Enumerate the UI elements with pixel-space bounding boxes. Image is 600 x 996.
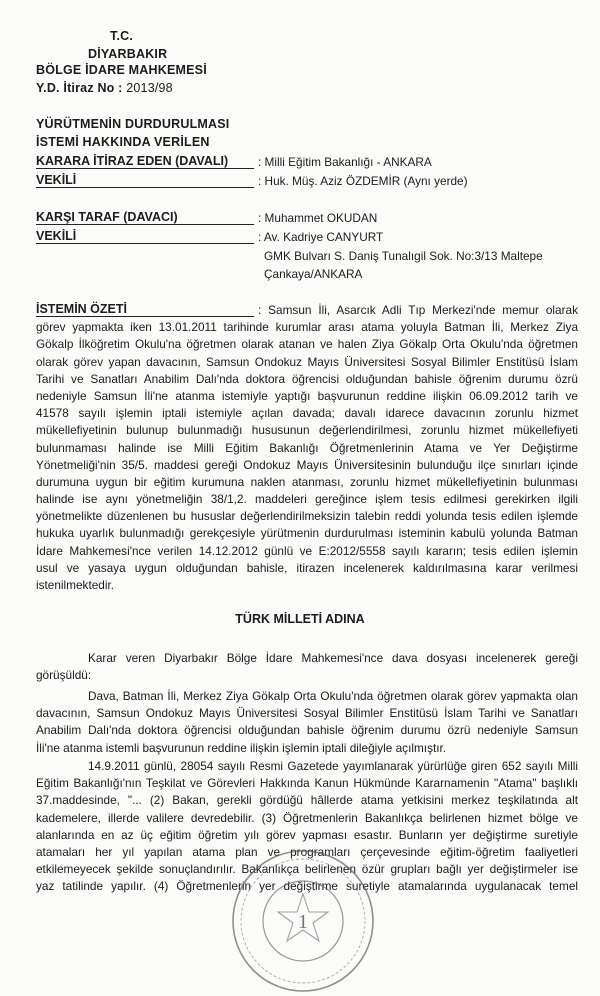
opposing-party-label: KARŞI TARAF (DAVACI): [36, 210, 178, 224]
body-line: İli'ne atanma istemli başvurunun reddine ilişkin işlemin iptali dileğiyle açılmıştır.: [36, 740, 447, 755]
summary-line: 41578 sayılı işlemin iptali istemiyle açılan davada; davalı idarece davacının zorunlu hizmet: [36, 406, 578, 421]
summary-label: İSTEMİN ÖZETİ: [36, 302, 127, 316]
summary-line: hukuka uyarlık bulunmadığı gerekçesiyle yürütmenin durdurulması isteminin kabulü yolunda Batman: [36, 526, 578, 541]
body-line: kademelere, illerde valilere devredebilir. (3) Öğretmenlerin Bakanlıkça belirlenen hizmet bölge ve: [36, 810, 578, 825]
summary-line: olarak görev yapan davacının, Samsun Ondokuz Mayıs Üniversitesi Sosyal Bilimler Enstitüsü İslam: [36, 354, 578, 369]
header-tc: T.C.: [110, 29, 134, 43]
nation-title: TÜRK MİLLETİ ADINA: [235, 612, 365, 626]
body-line: Karar veren Diyarbakır Bölge İdare Mahkemesi'nce dava dosyası incelenerek gereği: [88, 651, 578, 665]
opposing-attorney-value: : Av. Kadriye CANYURT: [258, 230, 384, 244]
attorney-address-line1: GMK Bulvarı S. Daniş Tunalıgil Sok. No:3/13 Maltepe: [264, 249, 543, 263]
case-number-value: 2013/98: [126, 81, 173, 95]
summary-line: Gökalp İlköğretim Okulu'na öğretmen olarak atanan ve halen Ziya Gökalp Orta Okulu'nda öğretmen: [36, 337, 578, 352]
summary-line: bulunmaması halinde ise Milli Eğitim Bakanlığı Öğretmenlerinin Atama ve Yer Değiştirme: [36, 440, 578, 455]
opposing-party-value: : Muhammet OKUDAN: [258, 211, 378, 225]
body-line: Eğitim Bakanlığı'nın Teşkilat ve Görevleri Hakkında Kanun Hükmünde Kararnamenin "Atama" başlıklı: [36, 776, 578, 791]
summary-line: nedeniyle Samsun İli'ne atanma istemiyle yaptığı başvurunun reddine ilişkin 06.09.2012 tarih ve: [36, 388, 578, 403]
seal-number: 1: [298, 911, 308, 933]
summary-line: yönetmelikte düzenlenen bu hususlar değerlendirilmeksizin talebin reddi yolunda tesis edilen işlemde: [36, 509, 578, 524]
body-line: yaz tatilinde yapılır. (4) Öğretmenlerin yer değiştirme suretiyle atamalarında uygulanacak temel: [36, 879, 578, 894]
summary-line: mükellefiyetinin bulunup bulunmadığı hususunun değerlendirilmesi, zorunlu hizmet mükellefiyeti: [36, 423, 578, 438]
summary-line: istenilmektedir.: [36, 578, 115, 592]
body-line: Anabilim Dalı'nda doktora öğrencisi olduğundan bahisle öğrenim durumu özrü nedeniyle Samsun: [36, 723, 578, 738]
summary-line: usul ve yasaya uygun olduğundan bahisle, itirazen incelenerek kaldırılmasına karar verilmesi: [36, 560, 578, 575]
decision-title-line2: İSTEMİ HAKKINDA VERİLEN: [36, 135, 210, 149]
summary-line: halinde ise aynı yönetmeliğin 38/1,2. maddeleri gereğince işlem tesis edilmesi gerekirken ilgili: [36, 492, 578, 507]
objector-attorney-value: : Huk. Müş. Aziz ÖZDEMİR (Aynı yerde): [258, 174, 468, 188]
objector-value: : Milli Eğitim Bakanlığı - ANKARA: [258, 155, 432, 169]
summary-line: Yönetmeliği'nin 35/5. maddesi gereği Ondokuz Mayıs Üniversitesinin bulunduğu ilçe sınırları içinde: [36, 457, 578, 472]
header-court: BÖLGE İDARE MAHKEMESİ: [36, 63, 207, 77]
summary-line: İdare Mahkemesi'nce verilen 14.12.2012 günlü ve E:2012/5558 sayılı kararın; tesis edilen işlemin: [36, 543, 578, 558]
attorney-address-line2: Çankaya/ANKARA: [264, 267, 363, 281]
objector-label-underline: [36, 168, 254, 169]
objector-attorney-underline: [36, 187, 254, 188]
objector-attorney-label: VEKİLİ: [36, 173, 77, 187]
summary-paragraph: [36, 302, 578, 594]
official-seal-icon: [228, 846, 378, 996]
opposing-party-underline: [36, 224, 254, 225]
body-paragraph-2: [36, 688, 578, 757]
opposing-attorney-underline: [36, 243, 254, 244]
header-case-number: [36, 80, 173, 96]
body-line: 37.maddesinde, "... (2) Bakan, gerekli gördüğü hâllerde atama yetkisini merkez teşkilatında alt: [36, 793, 578, 808]
body-line: görüşüldü:: [36, 668, 92, 683]
decision-title-line1: YÜRÜTMENİN DURDURULMASI: [36, 117, 230, 131]
case-number-label: Y.D. İtiraz No :: [36, 81, 123, 95]
summary-line: durumuna uygun bir eğitim kurumuna naklen atanması, zorunlu hizmet mükellefiyetinin bulunması: [36, 474, 578, 489]
body-line: etkilemeyecek şekilde sonuçlandırılır. Bakanlıkça belirlenen özür grupları bağlı yer değiştirmeler ise: [36, 862, 578, 877]
summary-line: : Samsun İli, Asarcık Adli Tıp Merkezi'nde memur olarak: [258, 303, 578, 317]
header-city: DİYARBAKIR: [88, 47, 168, 61]
body-line: 14.9.2011 günlü, 28054 sayılı Resmi Gazetede yayımlanarak yürürlüğe giren 652 sayılı Milli: [88, 759, 578, 773]
body-paragraph-1: [36, 650, 578, 684]
body-line: Dava, Batman İli, Merkez Ziya Gökalp Orta Okulu'nda öğretmen olarak görev yapmakta olan: [88, 689, 578, 703]
opposing-attorney-label: VEKİLİ: [36, 229, 77, 243]
objector-label: KARARA İTİRAZ EDEN (DAVALI): [36, 154, 229, 168]
summary-line: Tarihi ve Sanatları Anabilim Dalı'nda doktora öğrencisi olduğundan bahisle öğrenim durumu özrü: [36, 371, 578, 386]
summary-line: görev yapmakta iken 13.01.2011 tarihinde kurumlar arası atama yoluyla Batman İli, Merkez Ziya: [36, 320, 578, 335]
body-line: davacının, Samsun Ondokuz Mayıs Üniversitesi Sosyal Bilimler Enstitüsü İslam Tarihi ve Sanatları: [36, 706, 578, 721]
body-line: atamaları her yıl yapılan atama plan ve programları çerçevesinde eğitim-öğretim faaliyetleri: [36, 844, 578, 859]
body-line: alanlarında en az üç eğitim öğretim yılı görev yapması esastır. Bunların yer değiştirme suretiyle: [36, 827, 578, 842]
